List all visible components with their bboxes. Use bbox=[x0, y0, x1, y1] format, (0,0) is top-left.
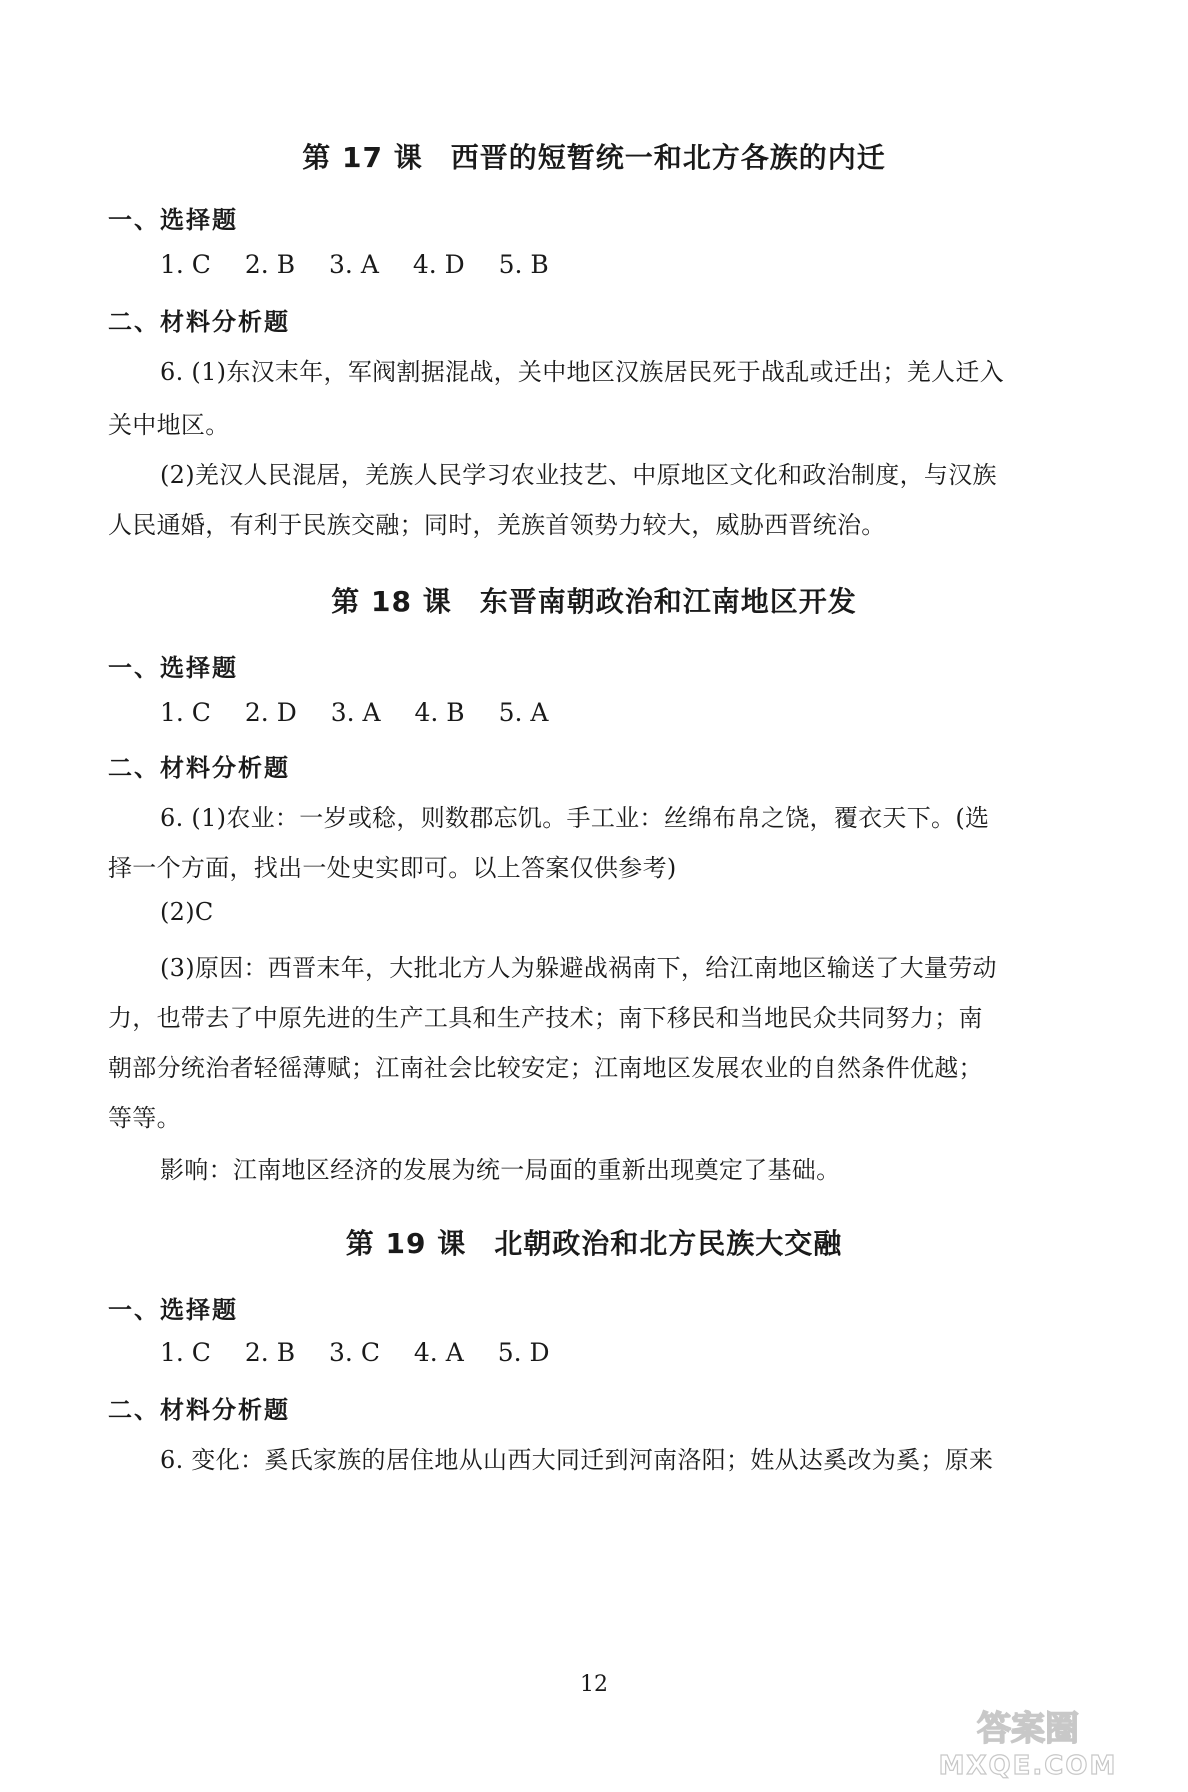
lesson-number: 第 18 课 bbox=[331, 585, 452, 618]
answer-item: 5. D bbox=[497, 1338, 550, 1367]
answer-item: 4. D bbox=[412, 250, 465, 279]
answer-text-line: 6. (1)农业：一岁或稔，则数郡忘饥。手工业：丝绵布帛之饶，覆衣天下。(选 bbox=[160, 804, 990, 832]
choice-answers bbox=[160, 1338, 576, 1367]
answer-text-line: 6. (1)东汉末年，军阀割据混战，关中地区汉族居民死于战乱或迁出；羌人迁入 bbox=[160, 358, 1004, 386]
lesson-number: 第 19 课 bbox=[345, 1227, 467, 1260]
answer-item: 2. D bbox=[244, 698, 297, 727]
answer-text-line: (2)羌汉人民混居，羌族人民学习农业技艺、中原地区文化和政治制度，与汉族 bbox=[160, 461, 997, 489]
answer-text-line: 择一个方面，找出一处史实即可。以上答案仅供参考) bbox=[108, 854, 677, 882]
answer-item: 3. A bbox=[330, 698, 381, 727]
lesson-19-title bbox=[0, 1222, 1188, 1262]
answer-text-line: 影响：江南地区经济的发展为统一局面的重新出现奠定了基础。 bbox=[160, 1156, 841, 1184]
answer-text-line: (3)原因：西晋末年，大批北方人为躲避战祸南下，给江南地区输送了大量劳动 bbox=[160, 954, 997, 982]
answer-text-line: 等等。 bbox=[108, 1104, 181, 1132]
answer-item: 2. B bbox=[244, 250, 296, 279]
answer-item: 1. C bbox=[160, 698, 211, 727]
section-heading-choice: 一、选择题 bbox=[108, 206, 238, 234]
page-number: 12 bbox=[580, 1672, 608, 1697]
section-heading-analysis: 二、材料分析题 bbox=[108, 308, 290, 336]
section-heading-choice: 一、选择题 bbox=[108, 654, 238, 682]
choice-answers bbox=[160, 698, 574, 727]
answer-text-line: 朝部分统治者轻徭薄赋；江南社会比较安定；江南地区发展农业的自然条件优越； bbox=[108, 1054, 983, 1082]
section-heading-analysis: 二、材料分析题 bbox=[108, 754, 290, 782]
lesson-name: 东晋南朝政治和江南地区开发 bbox=[479, 585, 857, 618]
lesson-17-title bbox=[0, 136, 1188, 176]
answer-item: 5. A bbox=[498, 698, 549, 727]
answer-item: 4. A bbox=[413, 1338, 464, 1367]
watermark-top-text: 答案圈 bbox=[977, 1709, 1079, 1749]
lesson-18-title bbox=[0, 580, 1188, 620]
answer-text-line: (2)C bbox=[160, 898, 214, 926]
answer-item: 1. C bbox=[160, 250, 211, 279]
answer-text-line: 6. 变化：奚氏家族的居住地从山西大同迁到河南洛阳；姓从达奚改为奚；原来 bbox=[160, 1446, 994, 1474]
section-heading-choice: 一、选择题 bbox=[108, 1296, 238, 1324]
answer-item: 4. B bbox=[414, 698, 465, 727]
answer-item: 3. A bbox=[329, 250, 379, 279]
lesson-name: 西晋的短暂统一和北方各族的内迁 bbox=[450, 141, 886, 174]
watermark-logo bbox=[908, 1700, 1148, 1780]
answer-text-line: 人民通婚，有利于民族交融；同时，羌族首领势力较大，威胁西晋统治。 bbox=[108, 511, 886, 539]
answer-text-line: 力，也带去了中原先进的生产工具和生产技术；南下移民和当地民众共同努力；南 bbox=[108, 1004, 983, 1032]
answer-text-line: 关中地区。 bbox=[108, 411, 230, 439]
lesson-name: 北朝政治和北方民族大交融 bbox=[494, 1227, 843, 1260]
answer-item: 5. B bbox=[498, 250, 549, 279]
lesson-number: 第 17 课 bbox=[302, 141, 423, 174]
answer-item: 1. C bbox=[160, 1338, 211, 1367]
choice-answers bbox=[160, 250, 575, 279]
answer-item: 2. B bbox=[244, 1338, 296, 1367]
answer-item: 3. C bbox=[329, 1338, 380, 1367]
section-heading-analysis: 二、材料分析题 bbox=[108, 1396, 290, 1424]
watermark-bottom-text: MXQE.COM bbox=[938, 1751, 1118, 1780]
